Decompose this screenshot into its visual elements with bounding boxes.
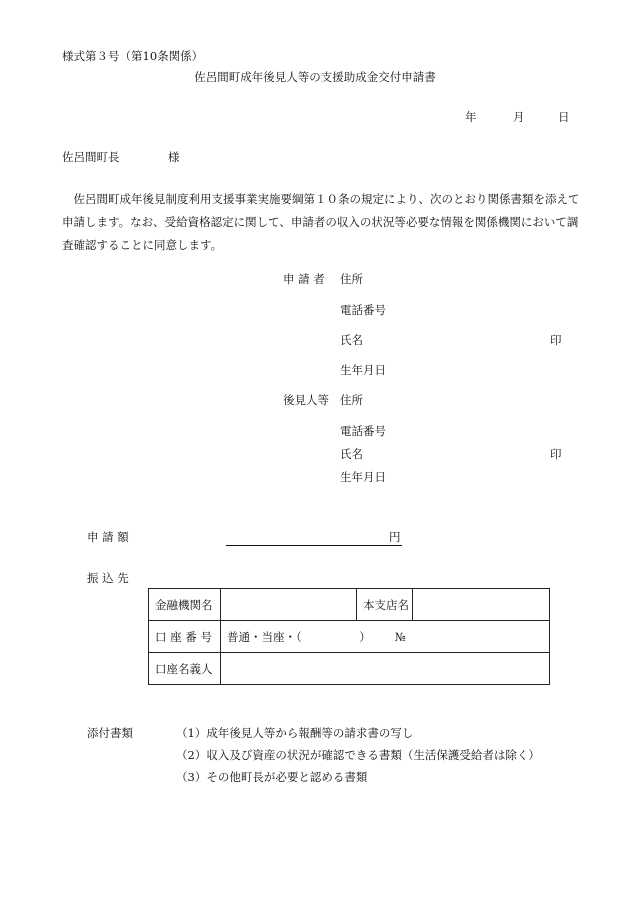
amount-unit: 円 [389,530,401,544]
account-holder-field[interactable] [221,653,550,685]
guardian-name-label: 氏名 [340,447,363,461]
attachment-item: （1）成年後見人等から報酬等の請求書の写し [176,726,414,740]
addressee-honorific: 様 [168,150,180,164]
guardian-address-label: 住所 [340,393,363,407]
applicant-birthdate-label: 生年月日 [340,363,386,377]
account-type-options: 普通・当座・（ ） [227,629,371,644]
attachment-item: （2）収入及び資産の状況が確認できる書類（生活保護受給者は除く） [176,748,540,762]
applicant-role-label: 申 請 者 [283,272,325,286]
attachments-label: 添付書類 [87,726,133,740]
statement-line: 申請します。なお、受給資格認定に関して、申請者の収入の状況等必要な情報を関係機関において調 [62,215,579,229]
branch-name-label: 本支店名 [357,589,413,621]
guardian-seal-mark: 印 [550,447,562,461]
amount-input-line[interactable] [226,545,402,546]
account-holder-label: 口座名義人 [149,653,221,685]
application-statement [62,188,582,257]
attachment-item: （3）その他町長が必要と認める書類 [176,770,368,784]
statement-line: 査確認することに同意します。 [62,238,223,252]
bank-account-table [148,588,550,685]
number-mark: № [394,629,406,644]
guardian-birthdate-label: 生年月日 [340,470,386,484]
statement-line-text: 佐呂間町成年後見制度利用支援事業実施要綱第１０条の規定により、次のとおり関係書類を添えて [73,192,580,206]
applicant-phone-label: 電話番号 [340,303,386,317]
amount-label: 申 請 額 [87,530,129,544]
transfer-destination-label: 振 込 先 [87,571,129,585]
date-day-label: 日 [558,110,570,124]
applicant-seal-mark: 印 [550,333,562,347]
bank-row [149,589,550,621]
bank-name-field[interactable] [221,589,357,621]
branch-name-field[interactable] [413,589,550,621]
applicant-address-label: 住所 [340,272,363,286]
guardian-role-label: 後見人等 [283,393,329,407]
statement-line [62,188,582,211]
date-month-label: 月 [513,110,525,124]
bank-name-label: 金融機関名 [149,589,221,621]
guardian-phone-label: 電話番号 [340,424,386,438]
account-number-label: 口 座 番 号 [149,621,221,653]
addressee-name: 佐呂間町長 [62,150,120,164]
date-year-label: 年 [465,110,477,124]
document-title: 佐呂間町成年後見人等の支援助成金交付申請書 [194,70,436,84]
account-number-field[interactable] [221,621,550,653]
account-holder-row [149,653,550,685]
form-number: 様式第３号（第10条関係） [62,49,204,63]
account-number-row [149,621,550,653]
applicant-name-label: 氏名 [340,333,363,347]
